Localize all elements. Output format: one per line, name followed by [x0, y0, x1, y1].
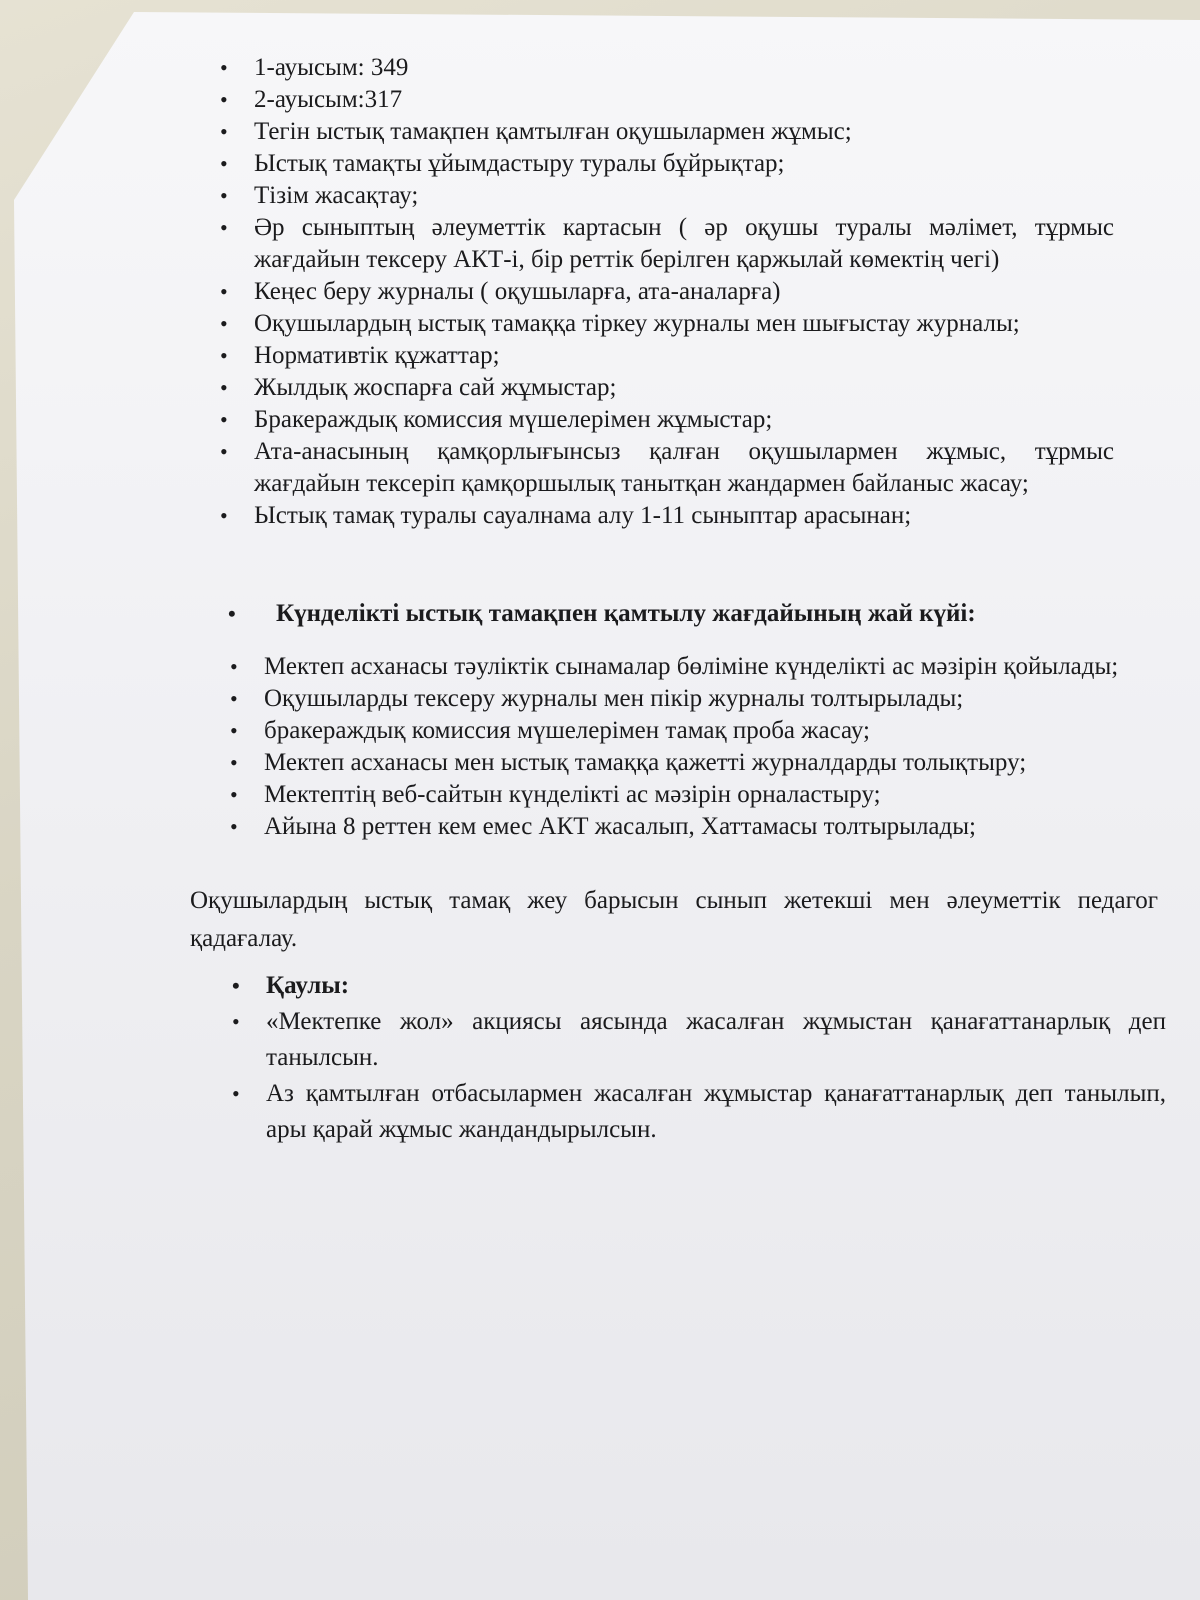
list-item: • Кеңес беру журналы ( оқушыларға, ата-аналарға): [220, 278, 781, 305]
resolution-list: [232, 968, 1166, 1148]
list-item: • Жылдық жоспарға сай жұмыстар;: [220, 374, 617, 401]
resolution-title: • Қаулы:: [232, 972, 350, 999]
list-item: • Айына 8 реттен кем емес АКТ жасалып, Хаттамасы толтырылады;: [230, 813, 976, 840]
list-item: • Ыстық тамақты ұйымдастыру туралы бұйрықтар;: [220, 150, 785, 177]
list-item: • Әр сыныптың әлеуметтік картасын ( әр оқушы туралы мәлімет, тұрмыс жағдайын тексеру АКТ-і, бір реттік берілген қаржылай көмектің чегі): [220, 214, 1114, 273]
section-heading: • Күнделікті ыстық тамақпен қамтылу жағдайының жай күйі:: [228, 600, 976, 627]
list-item: • Оқушыларды тексеру журналы мен пікір журналы толтырылады;: [230, 685, 964, 712]
duties-list: [220, 52, 1114, 532]
list-item: • Нормативтік құжаттар;: [220, 342, 500, 369]
list-item: • 1-ауысым: 349: [220, 54, 409, 81]
list-item: • бракераждық комиссия мүшелерімен тамақ проба жасау;: [230, 717, 870, 744]
list-item: • 2-ауысым:317: [220, 86, 403, 113]
list-item: • Мектеп асханасы тәуліктік сынамалар бөліміне күнделікті ас мәзірін қойылады;: [230, 653, 1119, 680]
daily-status-list: [230, 651, 1142, 843]
list-item: • Оқушылардың ыстық тамаққа тіркеу журналы мен шығыстау журналы;: [220, 310, 1020, 337]
list-item: • Тегін ыстық тамақпен қамтылған оқушылармен жұмыс;: [220, 118, 852, 145]
list-item: • Мектеп асханасы мен ыстық тамаққа қажетті журналдарды толықтыру;: [230, 749, 1027, 776]
list-item: • Аз қамтылған отбасылармен жасалған жұмыстар қанағаттанарлық деп танылып, ары қарай жұмыс жандандырылсын.: [232, 1080, 1166, 1143]
list-item: • Тізім жасақтау;: [220, 182, 419, 209]
list-item: • Бракераждық комиссия мүшелерімен жұмыстар;: [220, 406, 773, 433]
list-item: • «Мектепке жол» акциясы аясында жасалған жұмыстан қанағаттанарлық деп танылсын.: [232, 1008, 1166, 1071]
list-item: • Ата-анасының қамқорлығынсыз қалған оқушылармен жұмыс, тұрмыс жағдайын тексеріп қамқоршылық танытқан жандармен байланыс жасау;: [220, 438, 1114, 497]
supervision-paragraph: Оқушылардың ыстық тамақ жеу барысын сынып жетекші мен әлеуметтік педагог қадағалау.: [190, 887, 1158, 952]
list-item: • Ыстық тамақ туралы сауалнама алу 1-11 сыныптар арасынан;: [220, 502, 912, 529]
list-item: • Мектептің веб-сайтын күнделікті ас мәзірін орналастыру;: [230, 781, 881, 808]
